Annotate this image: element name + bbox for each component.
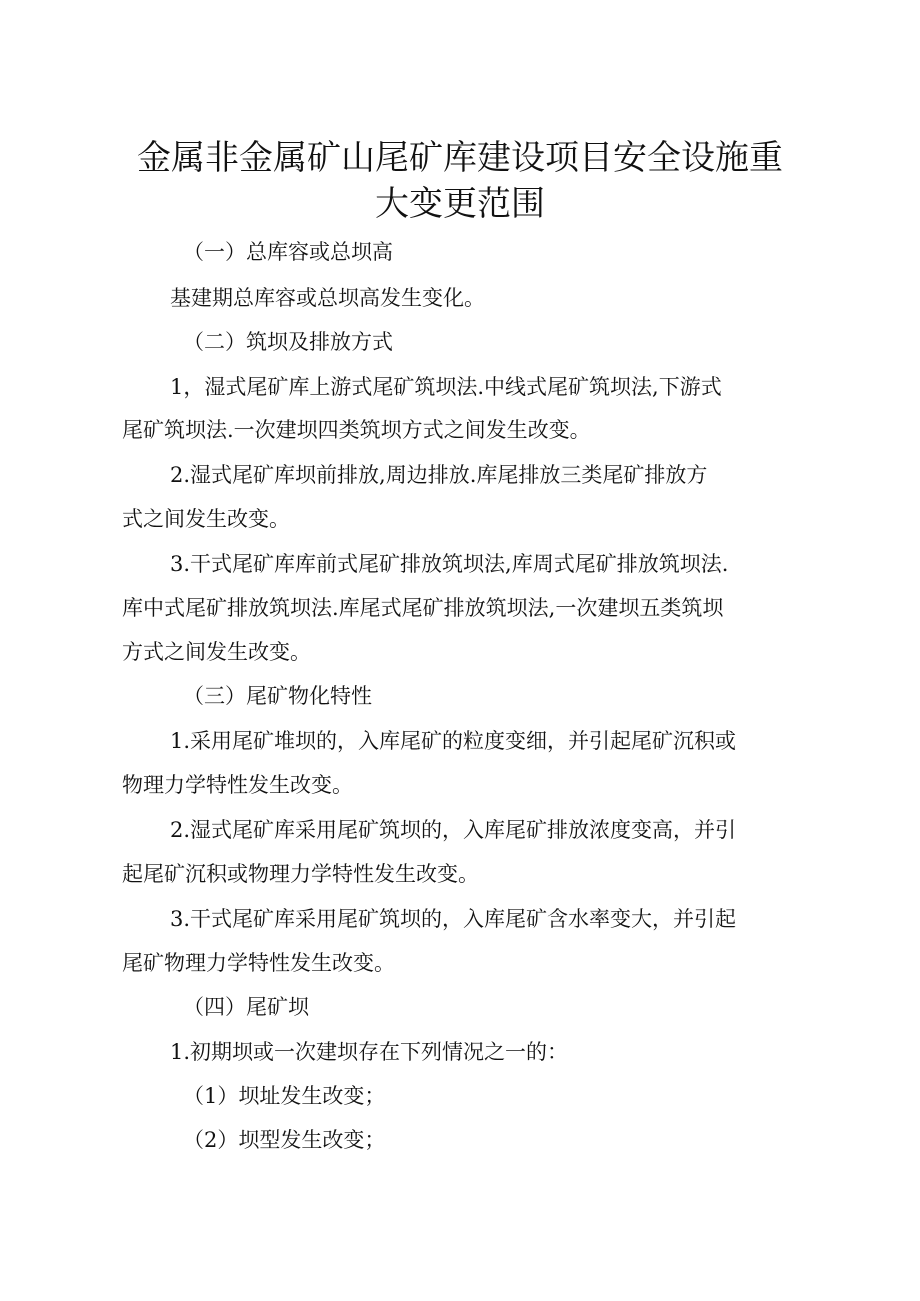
section-heading: （二）筑坝及排放方式 xyxy=(183,330,393,354)
section-heading: （一）总库容或总坝高 xyxy=(183,240,393,264)
paragraph-line: 方式之间发生改变。 xyxy=(122,640,311,664)
section-heading: （四）尾矿坝 xyxy=(183,995,309,1019)
paragraph-line: 2.湿式尾矿库坝前排放,周边排放.库尾排放三类尾矿排放方 xyxy=(170,463,708,487)
paragraph-line: 基建期总库容或总坝高发生变化。 xyxy=(170,286,485,310)
paragraph-line: 尾矿物理力学特性发生改变。 xyxy=(122,951,395,975)
document-title-line-1: 金属非金属矿山尾矿库建设项目安全设施重 xyxy=(137,138,783,178)
paragraph-line: 3.干式尾矿库采用尾矿筑坝的，入库尾矿含水率变大，并引起 xyxy=(170,907,737,931)
list-item: （2）坝型发生改变； xyxy=(183,1128,386,1152)
paragraph-line: 1，湿式尾矿库上游式尾矿筑坝法.中线式尾矿筑坝法,下游式 xyxy=(170,375,722,399)
list-item: （1）坝址发生改变； xyxy=(183,1084,386,1108)
paragraph-line: 尾矿筑坝法.一次建坝四类筑坝方式之间发生改变。 xyxy=(122,418,591,442)
paragraph-line: 3.干式尾矿库库前式尾矿排放筑坝法,库周式尾矿排放筑坝法. xyxy=(170,552,729,576)
paragraph-line: 库中式尾矿排放筑坝法.库尾式尾矿排放筑坝法,一次建坝五类筑坝 xyxy=(122,596,724,620)
paragraph-line: 1.采用尾矿堆坝的，入库尾矿的粒度变细，并引起尾矿沉积或 xyxy=(170,729,737,753)
paragraph-line: 式之间发生改变。 xyxy=(122,507,290,531)
paragraph-line: 2.湿式尾矿库采用尾矿筑坝的，入库尾矿排放浓度变高，并引 xyxy=(170,818,737,842)
document-title-line-2: 大变更范围 xyxy=(375,184,545,224)
section-heading: （三）尾矿物化特性 xyxy=(183,684,372,708)
paragraph-line: 1.初期坝或一次建坝存在下列情况之一的： xyxy=(170,1040,569,1064)
paragraph-line: 起尾矿沉积或物理力学特性发生改变。 xyxy=(122,862,479,886)
paragraph-line: 物理力学特性发生改变。 xyxy=(122,773,353,797)
